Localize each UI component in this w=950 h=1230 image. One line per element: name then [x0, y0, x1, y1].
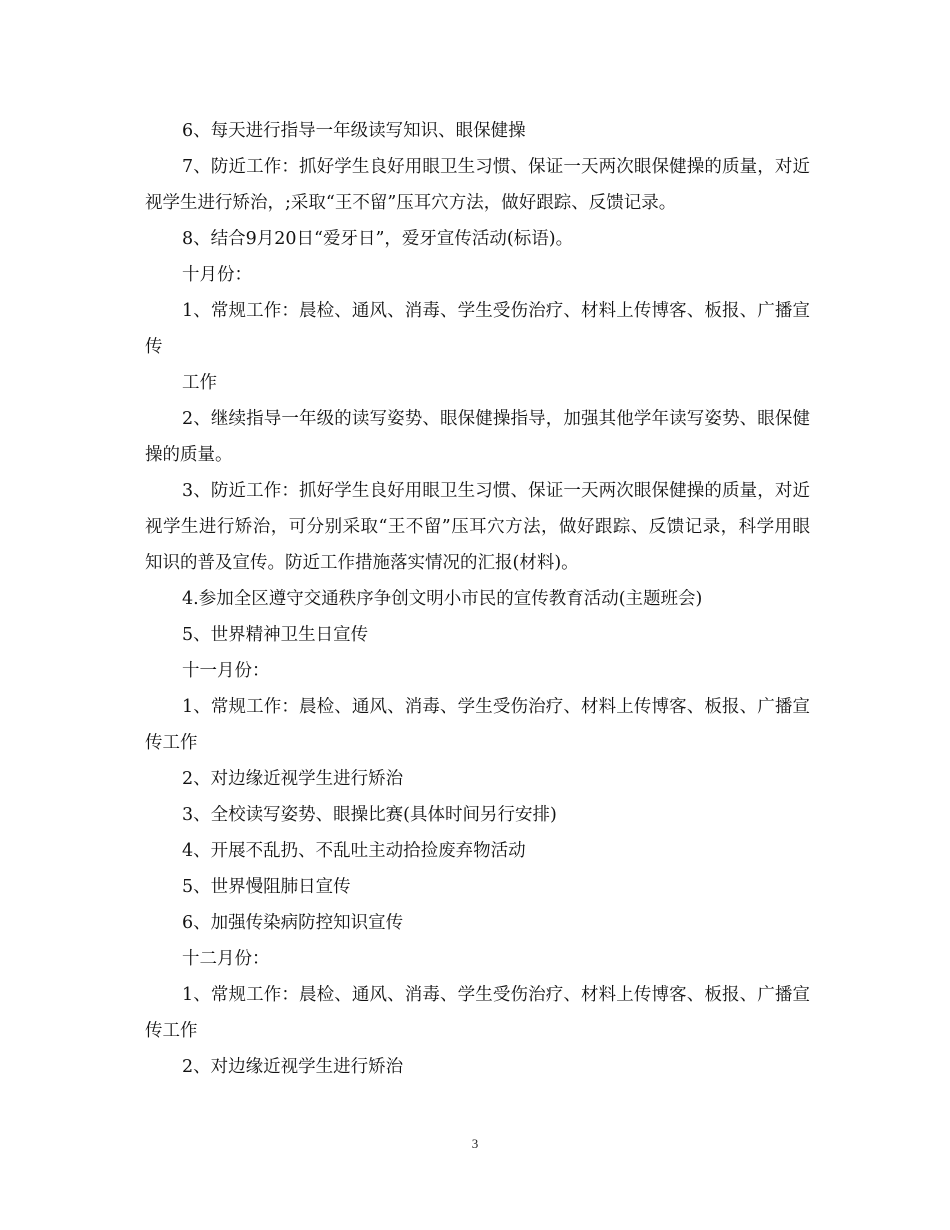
- document-body: [145, 113, 810, 1085]
- paragraph-15: 4、开展不乱扔、不乱吐主动拾捡废弃物活动: [182, 841, 526, 861]
- paragraph-7: 2、继续指导一年级的读写姿势、眼保健操指导，加强其他学年读写姿势、眼保健操的质量。: [145, 409, 810, 465]
- paragraph-5: 1、常规工作：晨检、通风、消毒、学生受伤治疗、材料上传博客、板报、广播宣传: [145, 301, 810, 357]
- paragraph-2: 7、防近工作：抓好学生良好用眼卫生习惯、保证一天两次眼保健操的质量，对近视学生进行矫治，;采取“王不留”压耳穴方法，做好跟踪、反馈记录。: [145, 157, 810, 213]
- paragraph-17: 6、加强传染病防控知识宣传: [182, 913, 404, 933]
- paragraph-8: 3、防近工作：抓好学生良好用眼卫生习惯、保证一天两次眼保健操的质量，对近视学生进行矫治，可分别采取“王不留”压耳穴方法，做好跟踪、反馈记录，科学用眼知识的普及宣传。防近工作措施落实情况的汇报(材料)。: [145, 481, 810, 573]
- paragraph-1: 6、每天进行指导一年级读写知识、眼保健操: [182, 121, 526, 141]
- paragraph-19: 1、常规工作：晨检、通风、消毒、学生受伤治疗、材料上传博客、板报、广播宣传工作: [145, 985, 810, 1041]
- paragraph-10: 5、世界精神卫生日宣传: [182, 625, 369, 645]
- paragraph-3: 8、结合9月20日“爱牙日”，爱牙宣传活动(标语)。: [182, 229, 574, 249]
- section-heading-november: 十一月份：: [182, 661, 270, 681]
- paragraph-20: 2、对边缘近视学生进行矫治: [182, 1057, 404, 1077]
- paragraph-12: 1、常规工作：晨检、通风、消毒、学生受伤治疗、材料上传博客、板报、广播宣传工作: [145, 697, 810, 753]
- section-heading-december: 十二月份：: [182, 949, 270, 969]
- page-number: 3: [471, 1136, 479, 1151]
- section-heading-october: 十月份：: [182, 265, 252, 285]
- paragraph-13: 2、对边缘近视学生进行矫治: [182, 769, 404, 789]
- paragraph-6: 工作: [182, 373, 217, 393]
- paragraph-14: 3、全校读写姿势、眼操比赛(具体时间另行安排): [182, 805, 557, 825]
- paragraph-9: 4.参加全区遵守交通秩序争创文明小市民的宣传教育活动(主题班会): [182, 589, 703, 609]
- paragraph-16: 5、世界慢阻肺日宣传: [182, 877, 351, 897]
